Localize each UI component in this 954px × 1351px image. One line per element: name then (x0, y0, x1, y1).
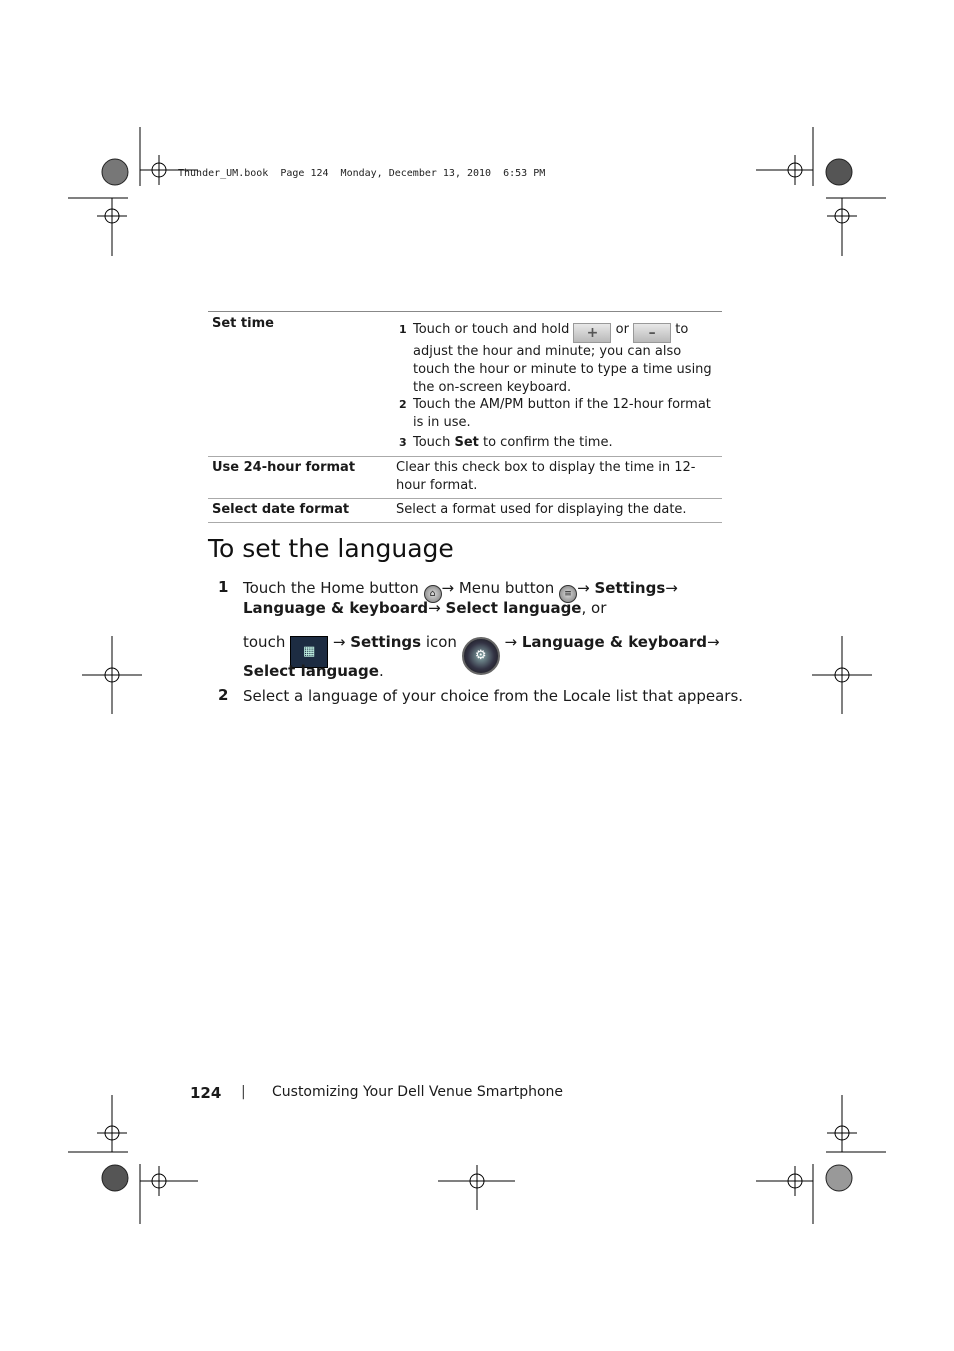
footer-separator: | (241, 1084, 246, 1100)
step-1-line-4: Select language. (243, 662, 384, 680)
plus-icon: + (573, 323, 611, 343)
step-number: 2 (218, 686, 229, 704)
list-item: 2 Touch the AM/PM button if the 12-hour format is in use. (399, 397, 711, 430)
step-1-line-2: Language & keyboard→ Select language, or (243, 599, 607, 617)
minus-icon: – (633, 323, 671, 343)
chapter-title: Customizing Your Dell Venue Smartphone (272, 1084, 564, 1100)
table-row (208, 312, 722, 457)
step-1-line-3: touch ▦ → Settings icon ⚙ → Language & keyboard→ (243, 632, 720, 675)
section-heading: To set the language (208, 534, 454, 563)
step-1-line-1: Touch the Home button ⌂ → Menu button ≡ → Settings→ (243, 578, 678, 603)
menu-icon: ≡ (559, 585, 577, 603)
list-item: 1 Touch or touch and hold + or – to adjust the hour and minute; you can also touch the hour or minute to type a time using the on-screen keyboard. (399, 322, 712, 395)
table-row (208, 457, 722, 499)
step-2-text: Select a language of your choice from the Locale list that appears. (243, 687, 744, 705)
row-label: Select date format (212, 502, 350, 517)
list-item: 3 Touch Set to confirm the time. (399, 435, 613, 450)
settings-table (208, 311, 722, 523)
print-slug: Thunder_UM.book Page 124 Monday, December 13, 2010 6:53 PM (178, 168, 546, 179)
table-row (208, 499, 722, 523)
step-number: 1 (218, 578, 229, 596)
row-description: Select a format used for displaying the date. (396, 502, 687, 517)
page-number: 124 (190, 1084, 222, 1102)
home-icon: ⌂ (424, 585, 442, 603)
row-label: Use 24-hour format (212, 460, 356, 475)
row-description: Clear this check box to display the time in 12-hour format. (396, 460, 696, 493)
settings-icon: ⚙ (462, 637, 500, 675)
row-label: Set time (212, 316, 274, 331)
apps-grid-icon: ▦ (290, 636, 328, 668)
